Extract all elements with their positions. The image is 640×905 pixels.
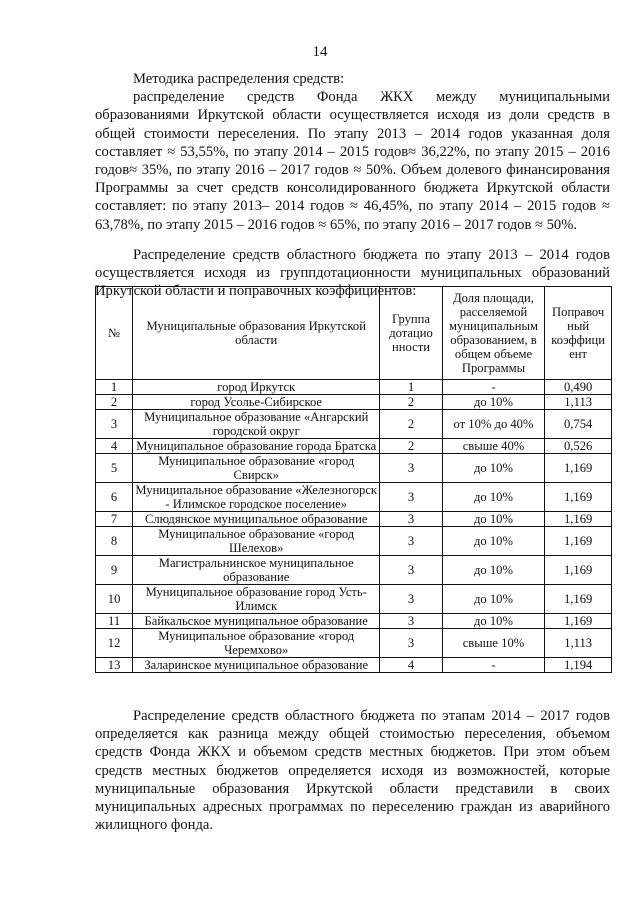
municipality-name: Заларинское муниципальное образование	[133, 658, 380, 673]
table-header-row	[96, 287, 612, 380]
municipality-name: Слюдянское муниципальное образование	[133, 512, 380, 527]
page-number: 14	[312, 44, 328, 60]
coefficient: 1,169	[545, 527, 612, 556]
row-number: 8	[96, 527, 133, 556]
row-number: 10	[96, 585, 133, 614]
subsidy-group: 2	[380, 395, 442, 410]
subsidy-group: 3	[380, 614, 442, 629]
row-number: 9	[96, 556, 133, 585]
subsidy-group: 4	[380, 658, 442, 673]
coefficient: 0,754	[545, 410, 612, 439]
row-number: 6	[96, 483, 133, 512]
area-share: до 10%	[442, 483, 545, 512]
coefficient: 1,169	[545, 614, 612, 629]
regional-budget-paragraph: Распределение средств областного бюджета по этапам 2014 – 2017 годов определяется как разница между общей стоимостью переселения, объемом средств Фонда ЖКХ и объемом средств местных бюджетов. При этом объем средств местных бюджетов определяется исходя из возможностей, которые муниципальные образования Иркутской области представили в своих муниципальных адресных программах по переселению граждан из аварийного жилищного фонда.	[95, 708, 610, 834]
area-share: -	[442, 380, 545, 395]
methodology-paragraph: распределение средств Фонда ЖКХ между муниципальными образованиями Иркутской области осуществляется исходя из доли средств в общей стоимости переселения. По этапу 2013 – 2014 годов указанная доля составляет ≈ 53,55%, по этапу 2014 – 2015 годов≈ 36,22%, по этапу 2015 – 2016 годов≈ 35%, по этапу 2016 – 2017 годов ≈ 50%. Объем долевого финансирования Программы за счет средств консолидированного бюджета Иркутской области составляет: по этапу 2013– 2014 годов ≈ 46,45%, по этапу 2014 – 2015 годов ≈ 63,78%, по этапу 2015 – 2016 годов ≈ 65%, по этапу 2016 – 2017 годов ≈ 50%.	[95, 89, 610, 233]
area-share: от 10% до 40%	[442, 410, 545, 439]
regional-budget-section	[95, 707, 610, 834]
row-number: 2	[96, 395, 133, 410]
coefficient: 0,526	[545, 439, 612, 454]
table-row	[96, 658, 612, 673]
municipality-name: Муниципальное образование «Ангарский городской округ	[133, 410, 380, 439]
subsidy-group: 3	[380, 527, 442, 556]
methodology-section	[95, 70, 610, 234]
area-share: до 10%	[442, 556, 545, 585]
row-number: 4	[96, 439, 133, 454]
methodology-heading: Методика распределения средств:	[133, 71, 345, 87]
header-number: №	[96, 287, 133, 380]
subsidy-group: 2	[380, 439, 442, 454]
coefficient: 0,490	[545, 380, 612, 395]
table-row	[96, 527, 612, 556]
area-share: до 10%	[442, 395, 545, 410]
subsidy-group: 3	[380, 585, 442, 614]
area-share: свыше 10%	[442, 629, 545, 658]
row-number: 7	[96, 512, 133, 527]
coefficient: 1,169	[545, 512, 612, 527]
municipality-name: город Иркутск	[133, 380, 380, 395]
row-number: 13	[96, 658, 133, 673]
table-row	[96, 585, 612, 614]
row-number: 3	[96, 410, 133, 439]
area-share: -	[442, 658, 545, 673]
municipality-name: Байкальское муниципальное образование	[133, 614, 380, 629]
header-municipality: Муниципальные образования Иркутской области	[133, 287, 380, 380]
table-body	[96, 380, 612, 673]
municipality-name: Муниципальное образование города Братска	[133, 439, 380, 454]
subsidy-group: 3	[380, 512, 442, 527]
coefficient: 1,169	[545, 556, 612, 585]
area-share: до 10%	[442, 527, 545, 556]
table-row	[96, 410, 612, 439]
municipality-name: Муниципальное образование «город Свирск»	[133, 454, 380, 483]
header-subsidy-group: Группа дотацио нности	[380, 287, 442, 380]
municipality-name: Муниципальное образование «город Черемхово»	[133, 629, 380, 658]
coefficient: 1,169	[545, 585, 612, 614]
municipality-name: город Усолье-Сибирское	[133, 395, 380, 410]
table-row	[96, 614, 612, 629]
area-share: до 10%	[442, 454, 545, 483]
municipality-name: Муниципальное образование «город Шелехов»	[133, 527, 380, 556]
header-area-share: Доля площади, расселяемой муниципальным образованием, в общем объеме Программы	[442, 287, 545, 380]
area-share: свыше 40%	[442, 439, 545, 454]
table-row	[96, 454, 612, 483]
subsidy-group: 3	[380, 556, 442, 585]
subsidy-group: 2	[380, 410, 442, 439]
area-share: до 10%	[442, 512, 545, 527]
row-number: 5	[96, 454, 133, 483]
header-coefficient: Поправоч ный коэффици ент	[545, 287, 612, 380]
table-row	[96, 512, 612, 527]
municipality-name: Муниципальное образование «Железногорск - Илимское городское поселение»	[133, 483, 380, 512]
subsidy-group: 3	[380, 454, 442, 483]
municipality-name: Муниципальное образование город Усть-Илимск	[133, 585, 380, 614]
area-share: до 10%	[442, 585, 545, 614]
subsidy-group: 1	[380, 380, 442, 395]
table-row	[96, 483, 612, 512]
coefficient: 1,169	[545, 483, 612, 512]
row-number: 11	[96, 614, 133, 629]
area-share: до 10%	[442, 614, 545, 629]
coefficient: 1,113	[545, 395, 612, 410]
coefficient: 1,194	[545, 658, 612, 673]
table-row	[96, 629, 612, 658]
table-row	[96, 395, 612, 410]
coefficient: 1,113	[545, 629, 612, 658]
allocation-table	[95, 286, 612, 673]
subsidy-group: 3	[380, 483, 442, 512]
table-row	[96, 556, 612, 585]
coefficient: 1,169	[545, 454, 612, 483]
row-number: 1	[96, 380, 133, 395]
municipality-name: Магистральнинское муниципальное образование	[133, 556, 380, 585]
row-number: 12	[96, 629, 133, 658]
table-row	[96, 439, 612, 454]
table-row	[96, 380, 612, 395]
subsidy-group: 3	[380, 629, 442, 658]
distribution-intro-paragraph: Распределение средств областного бюджета по этапу 2013 – 2014 годов осуществляется исходя из группдотационности муниципальных образований Иркутской области и поправочных коэффициентов:	[95, 247, 610, 300]
